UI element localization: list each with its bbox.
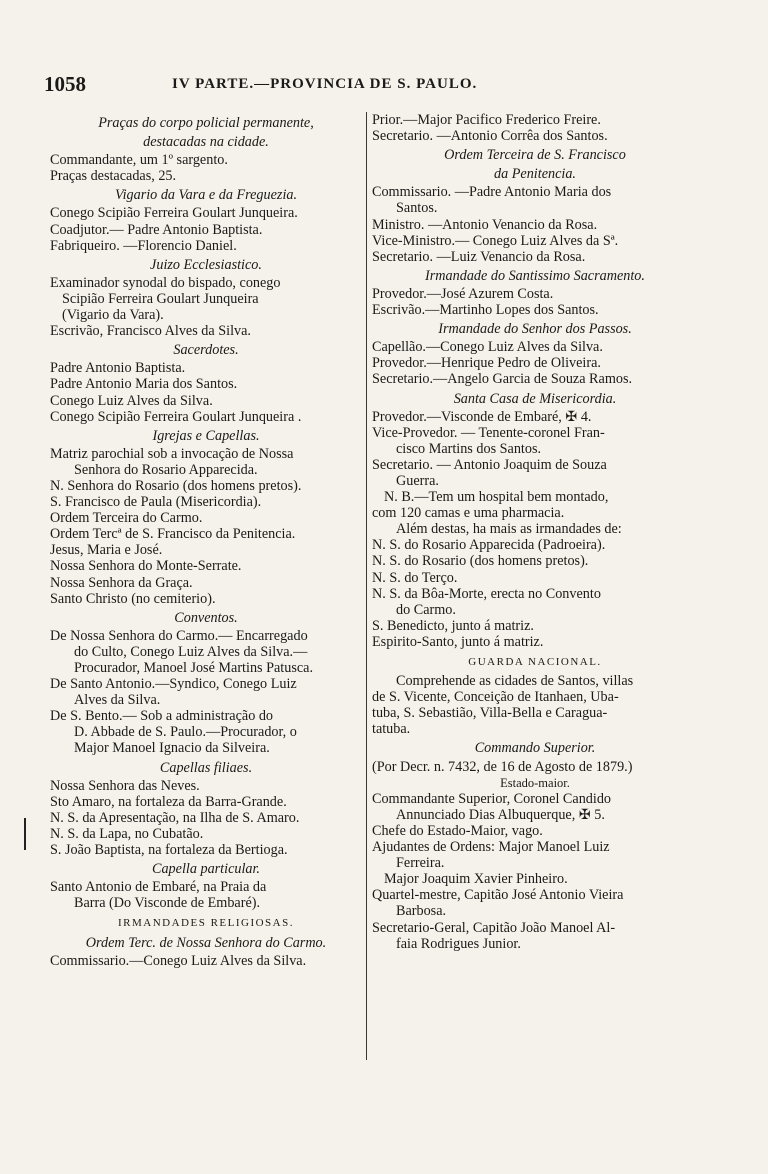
- text-line: S. Francisco de Paula (Misericordia).: [50, 494, 262, 511]
- text-line: Conego Scipião Ferreira Goulart Junqueira.: [50, 205, 298, 222]
- text-line: Ajudantes de Ordens: Major Manoel Luiz: [372, 839, 610, 856]
- text-line: Major Joaquim Xavier Pinheiro.: [384, 871, 568, 888]
- section-heading: IRMANDADES RELIGIOSAS.: [117, 917, 294, 930]
- text-line: N. B.—Tem um hospital bem montado,: [384, 489, 609, 506]
- text-line: Vice-Provedor. — Tenente-coronel Fran-: [372, 424, 605, 441]
- section-heading: destacadas na cidade.: [143, 134, 269, 151]
- right-column: [372, 112, 698, 952]
- text-line: Examinador synodal do bispado, conego: [50, 274, 281, 291]
- text-line: Escrivão, Francisco Alves da Silva.: [50, 323, 251, 340]
- text-line: do Carmo.: [396, 601, 456, 618]
- section-heading: Vigario da Vara e da Freguezia.: [114, 187, 298, 204]
- text-line: Espirito-Santo, junto á matriz.: [372, 633, 544, 650]
- section-heading: Irmandade do Santissimo Sacramento.: [425, 267, 645, 284]
- page-header: [44, 72, 724, 98]
- text-line: Conego Scipião Ferreira Goulart Junqueira .: [50, 408, 302, 425]
- section-heading: Sacerdotes.: [173, 342, 239, 359]
- left-column: [50, 112, 362, 969]
- text-line: De S. Bento.— Sob a administração do: [50, 708, 274, 725]
- text-line: Barbosa.: [396, 903, 447, 920]
- text-line: Scipião Ferreira Goulart Junqueira: [62, 290, 259, 307]
- section-heading: Igrejas e Capellas.: [152, 427, 260, 444]
- section-heading: GUARDA NACIONAL.: [468, 656, 602, 668]
- text-line: com 120 camas e uma pharmacia.: [372, 505, 565, 522]
- text-line: Além destas, ha mais as irmandades de:: [396, 521, 622, 538]
- text-line: Nossa Senhora da Graça.: [50, 574, 193, 591]
- text-line: Barra (Do Visconde de Embaré).: [74, 895, 261, 912]
- text-line: Santos.: [396, 200, 438, 217]
- text-line: Provedor.—José Azurem Costa.: [372, 285, 554, 302]
- text-line: N. S. da Bôa-Morte, erecta no Convento: [372, 585, 601, 602]
- text-line: Secretario. —Luiz Venancio da Rosa.: [372, 248, 586, 265]
- text-line: Coadjutor.— Padre Antonio Baptista.: [50, 221, 263, 238]
- text-line: Fabriqueiro. —Florencio Daniel.: [50, 237, 237, 254]
- text-line: Ferreira.: [396, 855, 445, 872]
- section-heading: Juizo Ecclesiastico.: [150, 256, 262, 273]
- text-line: Praças destacadas, 25.: [50, 168, 177, 185]
- text-line: N. S. do Rosario (dos homens pretos).: [372, 553, 589, 570]
- text-line: Vice-Ministro.— Conego Luiz Alves da Sª.: [372, 232, 619, 249]
- section-heading: Irmandade do Senhor dos Passos.: [438, 321, 632, 338]
- section-heading: Capellas filiaes.: [159, 759, 253, 776]
- text-line: Commissario.—Conego Luiz Alves da Silva.: [50, 952, 307, 969]
- text-line: S. João Baptista, na fortaleza da Bertioga.: [50, 842, 288, 859]
- text-line: De Santo Antonio.—Syndico, Conego Luiz: [50, 676, 297, 693]
- text-line: Commandante Superior, Coronel Candido: [372, 790, 612, 807]
- section-heading: Capella particular.: [152, 861, 260, 878]
- text-line: Prior.—Major Pacifico Frederico Freire.: [372, 112, 601, 128]
- text-line: Ordem Tercª de S. Francisco da Penitencia.: [50, 526, 296, 543]
- section-heading: Santa Casa de Misericordia.: [453, 390, 617, 407]
- text-line: S. Benedicto, junto á matriz.: [372, 617, 534, 634]
- text-line: Quartel-mestre, Capitão José Antonio Vieira: [372, 887, 624, 904]
- text-line: tatuba.: [372, 721, 411, 738]
- text-line: Guerra.: [396, 472, 439, 489]
- text-line: Procurador, Manoel José Martins Patusca.: [74, 660, 313, 676]
- text-line: Provedor.—Visconde de Embaré, ✠ 4.: [372, 408, 592, 425]
- text-line: Secretario-Geral, Capitão João Manoel Al-: [372, 919, 616, 936]
- text-line: Padre Antonio Baptista.: [50, 360, 186, 377]
- text-line: do Culto, Conego Luiz Alves da Silva.—: [74, 643, 308, 660]
- text-line: Ordem Terceira do Carmo.: [50, 510, 203, 527]
- text-line: Commissario. —Padre Antonio Maria dos: [372, 184, 612, 201]
- text-line: Padre Antonio Maria dos Santos.: [50, 376, 238, 393]
- text-line: Santo Christo (no cemiterio).: [50, 590, 216, 607]
- section-heading: Ordem Terceira de S. Francisco: [444, 147, 626, 164]
- text-line: (Por Decr. n. 7432, de 16 de Agosto de 1879.): [372, 758, 633, 775]
- column-rule: [366, 112, 367, 1060]
- text-line: Matriz parochial sob a invocação de Nossa: [50, 445, 294, 462]
- text-line: Ministro. —Antonio Venancio da Rosa.: [372, 216, 598, 233]
- margin-mark: [24, 818, 26, 850]
- text-line: Nossa Senhora do Monte-Serrate.: [50, 558, 242, 575]
- text-line: Conego Luiz Alves da Silva.: [50, 392, 213, 409]
- text-line: Escrivão.—Martinho Lopes dos Santos.: [372, 302, 599, 319]
- text-line: Nossa Senhora das Neves.: [50, 777, 200, 794]
- text-line: Comprehende as cidades de Santos, villas: [396, 673, 634, 690]
- text-line: Capellão.—Conego Luiz Alves da Silva.: [372, 339, 603, 356]
- text-line: Chefe do Estado-Maior, vago.: [372, 822, 543, 839]
- text-line: N. S. do Rosario Apparecida (Padroeira).: [372, 537, 606, 554]
- section-heading: Estado-maior.: [500, 775, 570, 790]
- text-line: Jesus, Maria e José.: [50, 542, 163, 559]
- text-line: (Vigario da Vara).: [62, 307, 164, 324]
- text-line: N. S. da Lapa, no Cubatão.: [50, 825, 204, 842]
- section-heading: Conventos.: [174, 609, 238, 626]
- text-line: Major Manoel Ignacio da Silveira.: [74, 740, 270, 757]
- text-line: de S. Vicente, Conceição de Itanhaen, Uba-: [372, 689, 619, 706]
- text-line: faia Rodrigues Junior.: [396, 935, 521, 952]
- text-line: cisco Martins dos Santos.: [396, 440, 542, 457]
- text-line: Secretario. — Antonio Joaquim de Souza: [372, 456, 607, 473]
- text-line: N. Senhora do Rosario (dos homens pretos).: [50, 477, 302, 494]
- text-line: Senhora do Rosario Apparecida.: [74, 461, 258, 478]
- text-line: N. S. da Apresentação, na Ilha de S. Amaro.: [50, 809, 300, 826]
- text-line: De Nossa Senhora do Carmo.— Encarregado: [50, 627, 308, 644]
- page-number: 1058: [44, 72, 86, 96]
- text-line: Provedor.—Henrique Pedro de Oliveira.: [372, 355, 601, 372]
- text-line: Secretario. —Antonio Corrêa dos Santos.: [372, 128, 608, 145]
- text-line: N. S. do Terço.: [372, 569, 458, 586]
- section-heading: Commando Superior.: [474, 740, 596, 757]
- text-line: Annunciado Dias Albuquerque, ✠ 5.: [396, 806, 605, 823]
- section-heading: Ordem Terc. de Nossa Senhora do Carmo.: [85, 934, 327, 951]
- text-line: Secretario.—Angelo Garcia de Souza Ramos.: [372, 371, 633, 388]
- text-line: D. Abbade de S. Paulo.—Procurador, o: [74, 724, 297, 741]
- section-heading: Praças do corpo policial permanente,: [98, 115, 314, 131]
- text-line: Santo Antonio de Embaré, na Praia da: [50, 879, 267, 896]
- section-heading: da Penitencia.: [494, 166, 576, 183]
- text-line: tuba, S. Sebastião, Villa-Bella e Caragua-: [372, 705, 608, 722]
- running-title: IV PARTE.—PROVINCIA DE S. PAULO.: [172, 76, 478, 92]
- text-line: Commandante, um 1º sargento.: [50, 152, 228, 169]
- text-line: Alves da Silva.: [74, 692, 161, 709]
- text-line: Sto Amaro, na fortaleza da Barra-Grande.: [50, 793, 287, 810]
